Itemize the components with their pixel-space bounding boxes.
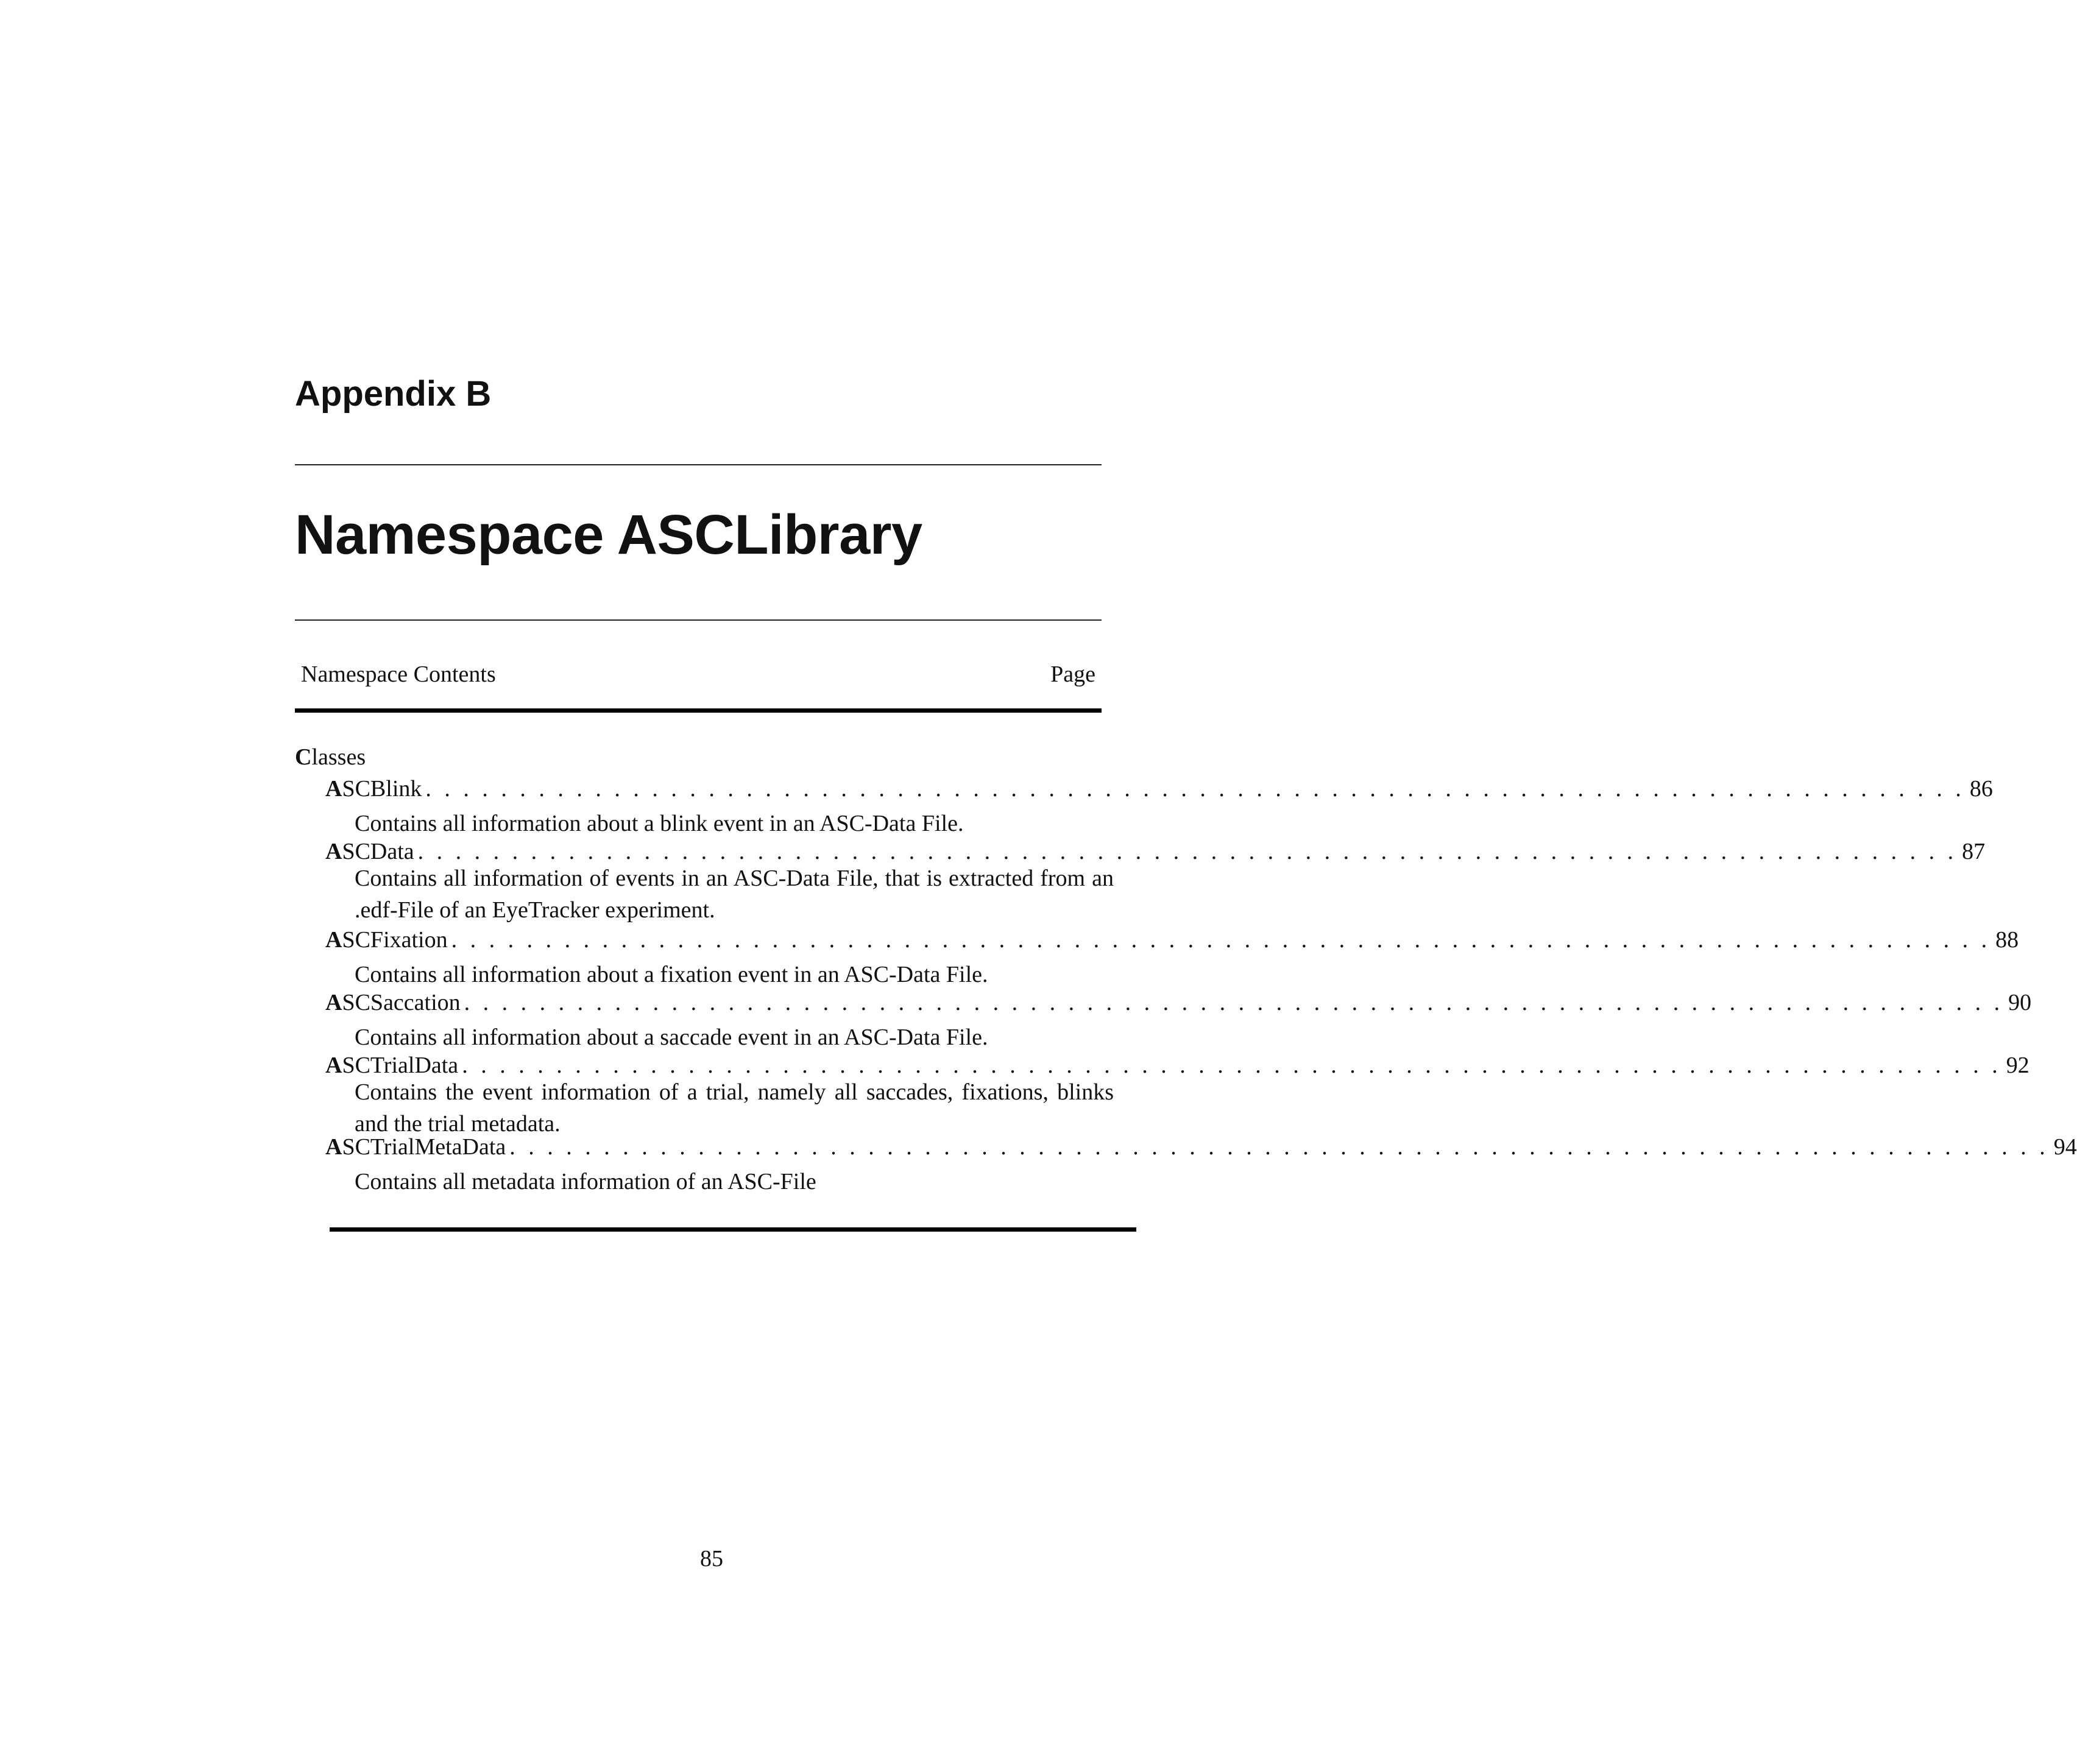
toc-entry-name[interactable]: ASCSaccation — [325, 990, 461, 1015]
toc-entry[interactable] — [325, 1132, 2077, 1162]
contents-header-rule — [295, 708, 1102, 713]
divider-title — [295, 619, 1102, 621]
toc-entry-page: 88 — [1995, 927, 2019, 953]
chapter-title: Namespace ASCLibrary — [295, 504, 922, 566]
dot-leader: . . . . . . . . . . . . . . . . . . . . . . . . . . . . . . . . . . . . . . . . . . . . . . . . . . . . . . . . . . . . . . . . . . . . . . . . . . . . . . . . . . — [417, 839, 1958, 864]
toc-entry-name[interactable]: ASCFixation — [325, 927, 448, 953]
toc-entry-description: Contains all metadata information of an ASC-File — [355, 1169, 816, 1194]
toc-entry-page: 86 — [1969, 776, 1993, 802]
page-number: 85 — [700, 1546, 723, 1572]
toc-entry-description: Contains all information about a blink event in an ASC-Data File. — [355, 811, 964, 836]
toc-entry-page: 92 — [2006, 1053, 2029, 1078]
divider-top — [295, 464, 1102, 465]
dot-leader: . . . . . . . . . . . . . . . . . . . . . . . . . . . . . . . . . . . . . . . . . . . . . . . . . . . . . . . . . . . . . . . . . . . . . . . . . . . . . . . . . . — [425, 776, 1965, 802]
toc-entry-page: 90 — [2008, 990, 2032, 1015]
contents-header — [301, 659, 1095, 690]
toc-entry-name[interactable]: ASCTrialMetaData — [325, 1134, 506, 1160]
contents-header-label: Namespace Contents — [301, 662, 496, 687]
toc-entry-page: 87 — [1962, 839, 1986, 864]
toc-entry-name[interactable]: ASCTrialData — [325, 1053, 459, 1078]
appendix-label: Appendix B — [295, 374, 492, 414]
dot-leader: . . . . . . . . . . . . . . . . . . . . . . . . . . . . . . . . . . . . . . . . . . . . . . . . . . . . . . . . . . . . . . . . . . . . . . . . . . . . . . . . . . — [509, 1134, 2049, 1160]
contents-footer-rule — [330, 1227, 1136, 1232]
toc-entry-description: Contains the event information of a trial, namely all saccades, fixations, blinks and the trial metadata. — [355, 1079, 1114, 1137]
toc-entry[interactable] — [325, 987, 2032, 1018]
toc-entry-name[interactable]: ASCData — [325, 839, 414, 864]
dot-leader: . . . . . . . . . . . . . . . . . . . . . . . . . . . . . . . . . . . . . . . . . . . . . . . . . . . . . . . . . . . . . . . . . . . . . . . . . . . . . . . . . . — [464, 990, 2004, 1015]
toc-entry[interactable] — [325, 774, 1993, 804]
toc-entry-name[interactable]: ASCBlink — [325, 776, 422, 802]
toc-entry-page: 94 — [2053, 1134, 2077, 1160]
toc-entry-description: Contains all information of events in an ASC-Data File, that is extracted from an .edf-File of an EyeTracker experiment. — [355, 866, 1114, 923]
toc-entry-description: Contains all information about a saccade event in an ASC-Data File. — [355, 1025, 988, 1050]
contents-header-page-label: Page — [1050, 662, 1095, 687]
dot-leader: . . . . . . . . . . . . . . . . . . . . . . . . . . . . . . . . . . . . . . . . . . . . . . . . . . . . . . . . . . . . . . . . . . . . . . . . . . . . . . . . . . — [462, 1053, 2001, 1078]
toc-entry[interactable] — [325, 925, 2019, 955]
dot-leader: . . . . . . . . . . . . . . . . . . . . . . . . . . . . . . . . . . . . . . . . . . . . . . . . . . . . . . . . . . . . . . . . . . . . . . . . . . . . . . . . . . — [451, 927, 1991, 953]
toc-entry-description: Contains all information about a fixation event in an ASC-Data File. — [355, 962, 988, 987]
section-heading-classes: Classes — [295, 744, 366, 770]
